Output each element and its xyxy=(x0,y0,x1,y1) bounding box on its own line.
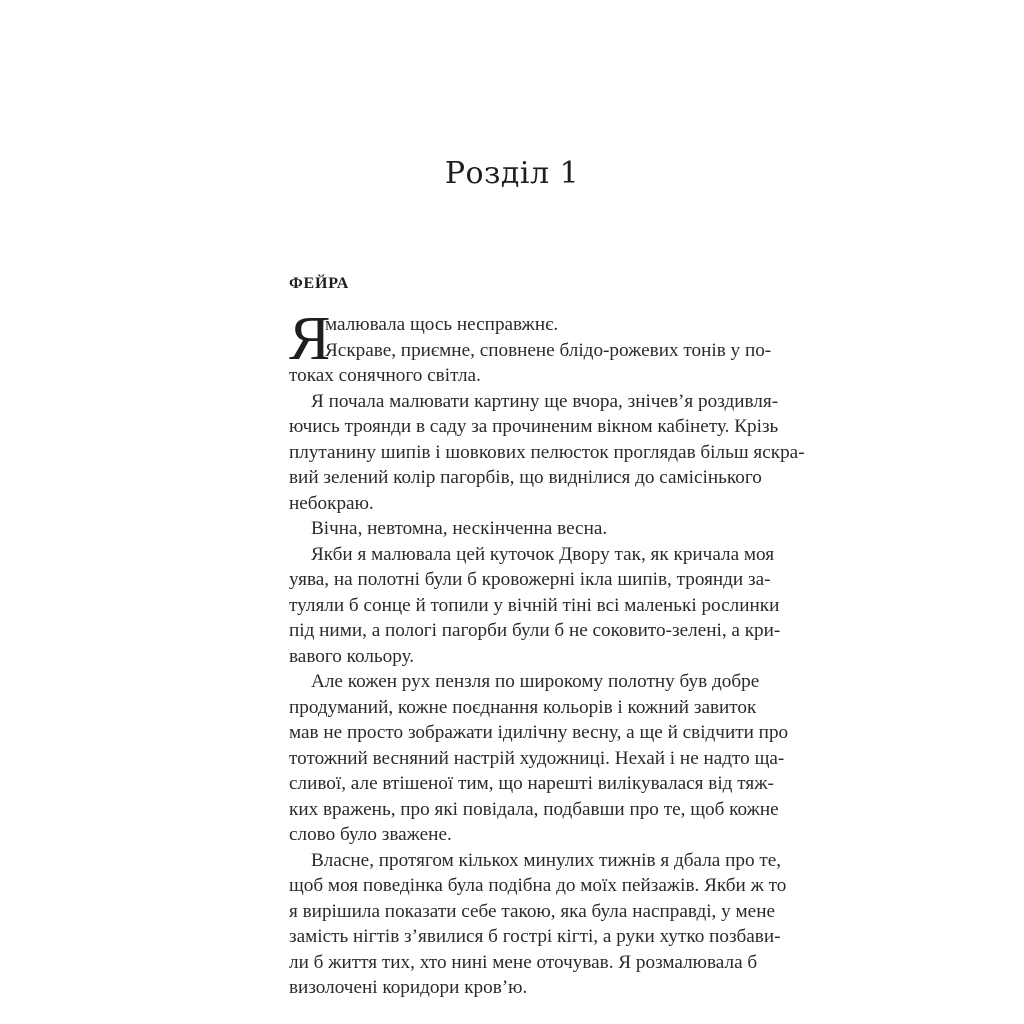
text-line: ких вражень, про які повідала, подбавши про те, щоб кожне xyxy=(289,798,779,820)
text-line: слово було зважене. xyxy=(289,824,452,845)
text-line: Я почала малювати картину ще вчора, знічев’я роздивля- xyxy=(311,390,779,412)
text-line: уява, на полотні були б кровожерні ікла шипів, троянди за- xyxy=(289,569,771,590)
text-line: Власне, протягом кількох минулих тижнів я дбала про те, xyxy=(311,849,782,871)
text-line: ючись троянди в саду за прочиненим вікном кабінету. Крізь xyxy=(289,416,779,437)
text-line: щоб моя поведінка була подібна до моїх пейзажів. Якби ж то xyxy=(289,875,787,896)
text-line: плутанину шипів і шовкових пелюсток проглядав більш яскра- xyxy=(289,441,805,463)
text-line: вий зелений колір пагорбів, що виднілися до самісінького xyxy=(289,467,762,488)
text-line: визолочені коридори кров’ю. xyxy=(289,977,528,998)
text-line: замість нігтів з’явилися б гострі кігті, а руки хутко позбави- xyxy=(289,926,781,947)
text-line: тотожний весняний настрій художниці. Нехай і не надто ща- xyxy=(289,747,785,769)
text-line: Але кожен рух пензля по широкому полотну був добре xyxy=(311,671,760,692)
chapter-title: Розділ 1 xyxy=(444,156,580,191)
text-line: туляли б сонце й топили у вічній тіні всі маленькі рослинки xyxy=(289,594,780,616)
text-line: продуманий, кожне поєднання кольорів і кожний завиток xyxy=(289,696,757,718)
text-line: Яскраве, приємне, сповнене блідо-рожевих тонів у по- xyxy=(325,339,772,361)
text-line: під ними, а пологі пагорби були б не соковито-зелені, а кри- xyxy=(289,620,781,641)
text-line: ли б життя тих, хто нині мене оточував. Я розмалювала б xyxy=(289,951,758,973)
text-line: токах сонячного світла. xyxy=(289,365,481,386)
text-line: сливої, але втішеної тим, що нарешті вилікувалася від тяж- xyxy=(289,773,774,794)
text-line: мав не просто зображати ідилічну весну, а ще й свідчити про xyxy=(289,722,789,743)
pov-character-name: ФЕЙРА xyxy=(289,275,350,292)
text-line: Вічна, невтомна, нескінченна весна. xyxy=(311,518,608,539)
drop-cap: Я xyxy=(289,305,331,373)
chapter-body-text xyxy=(289,305,805,1001)
text-line: малювала щось несправжнє. xyxy=(325,314,559,335)
text-line: я вирішила показати себе такою, яка була насправді, у мене xyxy=(289,900,775,922)
text-line: небокраю. xyxy=(289,492,374,514)
text-line: Якби я малювала цей куточок Двору так, як кричала моя xyxy=(311,543,775,565)
text-line: вавого кольору. xyxy=(289,645,415,667)
